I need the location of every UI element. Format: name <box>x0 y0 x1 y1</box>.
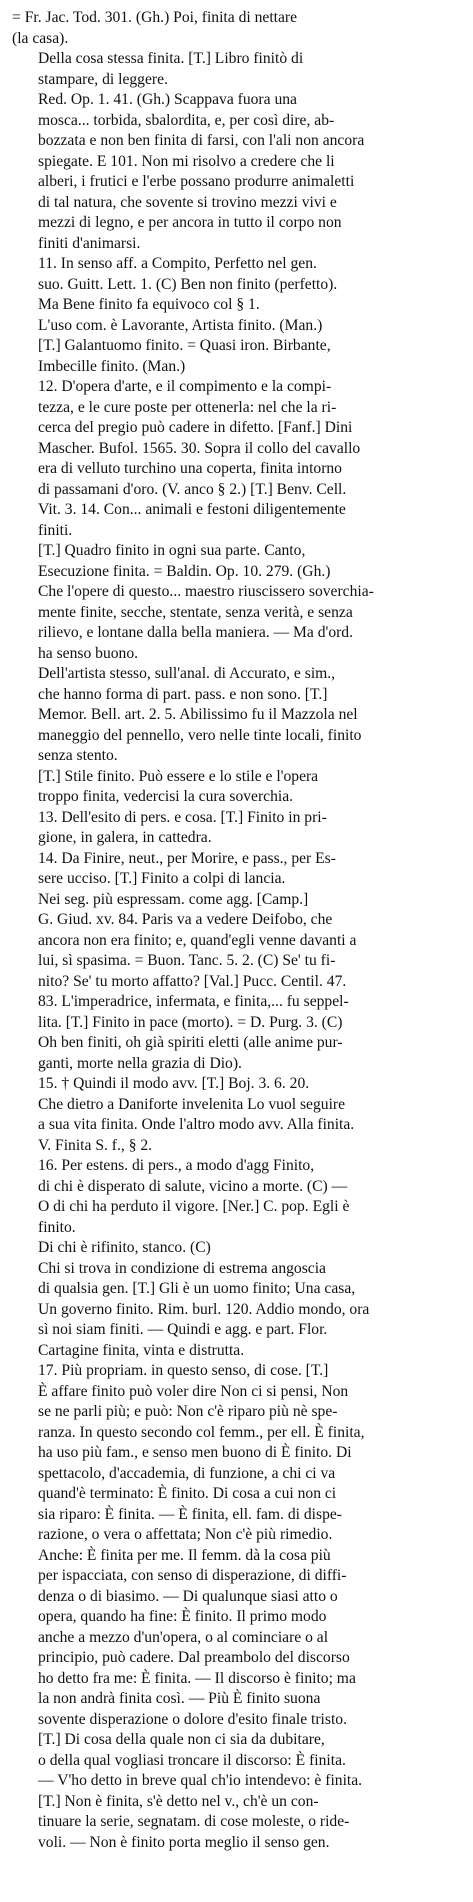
text-line: ha senso buono. <box>38 644 139 662</box>
text-line: mosca... torbida, sbalordita, e, per così dire, ab- <box>38 111 335 129</box>
text-line: [T.] Non è finita, s'è detto nel v., ch'è un con- <box>38 1792 319 1810</box>
text-line: Che l'opere di questo... maestro riuscissero soverchia- <box>38 583 374 600</box>
text-line: [T.] Di cosa della quale non ci sia da dubitare, <box>38 1731 325 1748</box>
dictionary-paragraph <box>12 1156 463 1238</box>
text-line: 16. Per estens. di pers., a modo d'agg Finito, <box>38 1157 315 1174</box>
text-line: Dell'artista stesso, sull'anal. di Accurato, e sim., <box>38 665 336 682</box>
text-line: voli. — Non è finito porta meglio il senso gen. <box>38 1833 330 1851</box>
text-line: 17. Più propriam. in questo senso, di cose. [T.] <box>38 1362 329 1379</box>
text-line: = Fr. Jac. Tod. 301. (Gh.) Poi, finita di nettare <box>12 9 298 26</box>
text-line: la non andrà finita così. — Più È finito suona <box>38 1690 321 1707</box>
text-line: lui, sì spasima. = Buon. Tanc. 5. 2. (C) Se' tu fi- <box>38 952 336 969</box>
text-line: Che dietro a Daniforte invelenita Lo vuol seguire <box>38 1095 346 1113</box>
text-line: mezzi di legno, e per ancora in tutto il corpo non <box>38 214 342 231</box>
text-line: Della cosa stessa finita. [T.] Libro finitò di <box>38 50 304 67</box>
text-line: maneggio del pennello, vero nelle tinte locali, finito <box>38 726 362 744</box>
text-line: finito. <box>38 1218 76 1236</box>
text-line: anche a mezzo d'un'opera, o al cominciare o al <box>38 1628 329 1646</box>
dictionary-paragraph <box>12 90 463 254</box>
text-line: [T.] Galantuomo finito. = Quasi iron. Birbante, <box>38 337 331 354</box>
dictionary-paragraph <box>12 1074 463 1156</box>
dictionary-paragraph <box>12 664 463 767</box>
text-line: senza stento. <box>38 747 118 764</box>
text-line: Anche: È finita per me. Il femm. dà la cosa più <box>38 1546 331 1564</box>
text-line: alberi, i frutici e l'erbe possano produrre animaletti <box>38 173 355 190</box>
text-line: troppo finita, vedercisi la cura soverchia. <box>38 788 294 805</box>
text-line: per ispacciata, con senso di disperazione, di diffi- <box>38 1567 347 1584</box>
text-line: Memor. Bell. art. 2. 5. Abilissimo fu il Mazzola nel <box>38 706 358 723</box>
dictionary-paragraph <box>12 316 463 337</box>
text-line: suo. Guitt. Lett. 1. (C) Ben non finito (perfetto). <box>38 275 338 293</box>
dictionary-paragraph <box>12 377 463 541</box>
text-line: (la casa). <box>12 29 69 47</box>
dictionary-paragraph <box>12 541 463 664</box>
text-line: se ne parli più; e può: Non c'è riparo più nè spe- <box>38 1403 338 1420</box>
text-line: Ma Bene finito fa equivoco col § 1. <box>38 296 260 313</box>
text-line: lita. [T.] Finito in pace (morto). = D. Purg. 3. (C) <box>38 1013 343 1031</box>
text-line: Vit. 3. 14. Con... animali e festoni diligentemente <box>38 501 346 518</box>
text-line: 83. L'imperadrice, infermata, e finita,... fu seppel- <box>38 993 349 1010</box>
text-line: Di chi è rifinito, stanco. (C) <box>38 1239 211 1256</box>
text-line: era di velluto turchino una coperta, finita intorno <box>38 460 342 477</box>
text-line: Oh ben finiti, oh già spiriti eletti (alle anime pur- <box>38 1034 343 1051</box>
dictionary-paragraph <box>12 849 463 890</box>
text-line: di passamani d'oro. (V. anco § 2.) [T.] Benv. Cell. <box>38 480 347 498</box>
text-line: sì noi siam finiti. — Quindi e agg. e part. Flor. <box>38 1321 328 1338</box>
text-line: 11. In senso aff. a Compito, Perfetto nel gen. <box>38 255 317 272</box>
text-line: — V'ho detto in breve qual ch'io intendevo: è finita. <box>38 1772 363 1789</box>
text-line: tezza, e le cure poste per ottenerla: nel che la ri- <box>38 398 337 416</box>
text-line: bozzata e non ben finita di farsi, con l'ali non ancora <box>38 132 365 149</box>
text-line: Mascher. Bufol. 1565. 30. Sopra il collo del cavallo <box>38 439 361 457</box>
text-line: Esecuzione finita. = Baldin. Op. 10. 279. (Gh.) <box>38 562 331 580</box>
text-line: Imbecille finito. (Man.) <box>38 357 186 375</box>
text-line: Nei seg. più espressam. come agg. [Camp.] <box>38 890 309 908</box>
text-line: Chi si trova in condizione di estrema angoscia <box>38 1259 326 1277</box>
text-line: sia riparo: È finita. — È finita, ell. fam. di dispe- <box>38 1505 342 1523</box>
text-line: ancora non era finito; e, quand'egli venne davanti a <box>38 931 357 949</box>
text-line: di tal natura, che sovente si trovino mezzi vivi e <box>38 193 337 211</box>
text-line: gione, in galera, in cattedra. <box>38 829 212 846</box>
text-line: denza o di biasimo. — Di qualunque siasi atto o <box>38 1587 338 1605</box>
text-line: cerca del pregio può cadere in difetto. [Fanf.] Dini <box>38 419 353 436</box>
dictionary-paragraph <box>12 336 463 377</box>
text-line: spiegate. E 101. Non mi risolvo a credere che li <box>38 152 335 170</box>
dictionary-paragraph <box>12 254 463 316</box>
dictionary-paragraph <box>12 1730 463 1792</box>
text-line: nito? Se' tu morto affatto? [Val.] Pucc. Centil. 47. <box>38 972 347 990</box>
text-line: ho detto fra me: È finita. — Il discorso è finito; ma <box>38 1669 356 1687</box>
text-line: Cartagine finita, vinta e distrutta. <box>38 1341 245 1359</box>
text-line: 15. † Quindi il modo avv. [T.] Boj. 3. 6. 20. <box>38 1075 310 1092</box>
text-line: 14. Da Finire, neut., per Morire, e pass., per Es- <box>38 849 336 867</box>
text-line: razione, o vera o affettata; Non c'è più rimedio. <box>38 1526 333 1543</box>
text-line: sovente disperazione o dolore d'esito finale tristo. <box>38 1710 347 1728</box>
text-line: sere ucciso. [T.] Finito a colpi di lancia. <box>38 870 286 887</box>
dictionary-paragraph <box>12 1361 463 1730</box>
text-line: L'uso com. è Lavorante, Artista finito. (Man.) <box>38 316 323 334</box>
dictionary-paragraph <box>12 49 463 90</box>
text-line: che hanno forma di part. pass. e non sono. [T.] <box>38 685 328 703</box>
text-line: 13. Dell'esito di pers. e cosa. [T.] Finito in pri- <box>38 808 327 826</box>
text-line: 12. D'opera d'arte, e il compimento e la compi- <box>38 378 332 395</box>
text-line: spettacolo, d'accademia, di funzione, a chi ci va <box>38 1464 336 1482</box>
dictionary-paragraph <box>12 1792 463 1854</box>
dictionary-paragraph <box>12 1259 463 1362</box>
text-line: o della qual vogliasi troncare il discorso: È finita. <box>38 1751 346 1769</box>
text-line: di qualsia gen. [T.] Gli è un uomo finito; Una casa, <box>38 1280 356 1297</box>
text-line: G. Giud. xv. 84. Paris va a vedere Deifobo, che <box>38 911 333 928</box>
text-line: V. Finita S. f., § 2. <box>38 1136 153 1154</box>
text-line: mente finite, secche, stentate, senza verità, e senza <box>38 603 353 621</box>
text-line: Red. Op. 1. 41. (Gh.) Scappava fuora una <box>38 91 297 108</box>
text-line: O di chi ha perduto il vigore. [Ner.] C. pop. Egli è <box>38 1198 350 1215</box>
text-line: Un governo finito. Rim. burl. 120. Addio mondo, ora <box>38 1300 370 1318</box>
text-line: a sua vita finita. Onde l'altro modo avv. Alla finita. <box>38 1116 355 1133</box>
text-line: stampare, di leggere. <box>38 70 168 88</box>
text-line: opera, quando ha fine: È finito. Il primo modo <box>38 1608 327 1625</box>
text-line: principio, può cadere. Dal preambolo del discorso <box>38 1649 350 1666</box>
text-line: finiti d'animarsi. <box>38 234 141 252</box>
dictionary-paragraph <box>12 8 463 49</box>
dictionary-paragraph <box>12 890 463 1075</box>
dictionary-paragraph <box>12 808 463 849</box>
text-line: ganti, morte nella grazia di Dio). <box>38 1054 242 1072</box>
dictionary-paragraph <box>12 767 463 808</box>
text-line: È affare finito può voler dire Non ci si pensi, Non <box>38 1382 349 1400</box>
dictionary-paragraph <box>12 1238 463 1259</box>
text-line: finiti. <box>38 521 73 539</box>
text-line: ha uso più fam., e senso men buono di È finito. Di <box>38 1444 352 1461</box>
text-line: ranza. In questo secondo col femm., per ell. È finita, <box>38 1423 365 1441</box>
text-line: quand'è terminato: È finito. Di cosa a cui non ci <box>38 1485 337 1502</box>
text-line: [T.] Stile finito. Può essere e lo stile e l'opera <box>38 767 319 785</box>
text-line: [T.] Quadro finito in ogni sua parte. Canto, <box>38 542 306 559</box>
text-line: rilievo, e lontane dalla bella maniera. — Ma d'ord. <box>38 624 354 641</box>
text-line: tinuare la serie, segnatam. di cose moleste, o ride- <box>38 1813 350 1830</box>
text-line: di chi è disperato di salute, vicino a morte. (C) — <box>38 1177 348 1195</box>
